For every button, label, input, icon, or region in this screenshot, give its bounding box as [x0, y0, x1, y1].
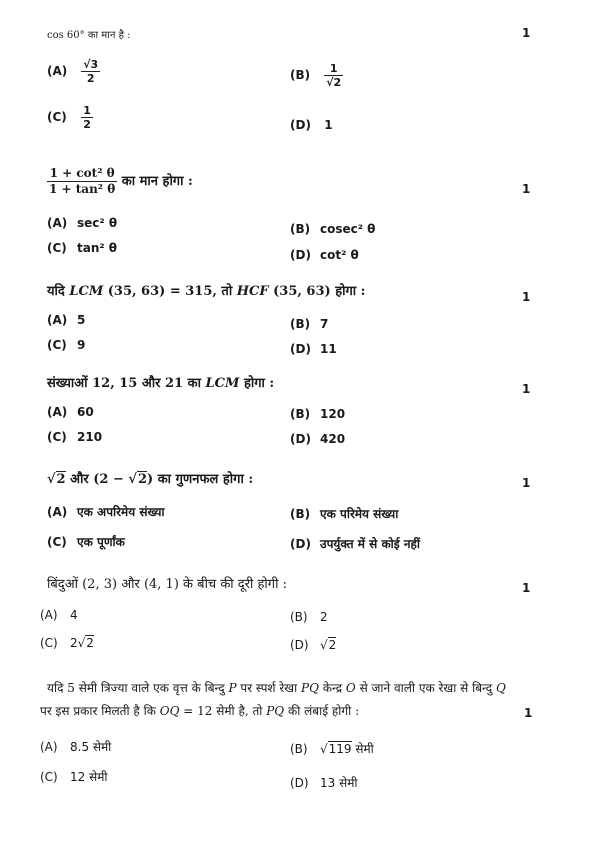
q2-option-c: (C) tan² θ	[47, 241, 118, 255]
q6-option-c-sqrt: √2	[77, 636, 94, 650]
q2-fraction: $\frac{\text{1 + cot² θ}}{\text{1 + tan² θ}}$	[49, 166, 116, 196]
q6-option-b: (B) 2	[290, 610, 328, 624]
question-4-marks: 1	[522, 382, 531, 396]
q4-option-b: (B) 120	[290, 407, 346, 421]
question-2-stem: $\frac{\text{1 + cot² θ}}{\text{1 + tan² θ}}$ का मान होगा :	[49, 166, 193, 196]
q1-option-a-fraction: $\frac{√3}{2}$	[83, 58, 99, 85]
q7-option-b-sqrt: √119	[320, 742, 352, 756]
q7-option-a: (A) 8.5 सेमी	[40, 740, 112, 754]
q5-option-a: (A) एक अपरिमेय संख्या	[47, 505, 165, 519]
question-3-marks: 1	[522, 290, 531, 304]
question-4-stem: संख्याओं 12, 15 और 21 का LCM होगा :	[47, 376, 275, 391]
q6-option-d: (D) √2	[290, 638, 337, 652]
question-5-stem: √2 और (2 − √2) का गुणनफल होगा :	[47, 472, 254, 487]
q5-option-d: (D) उपर्युक्त में से कोई नहीं	[290, 537, 420, 551]
q6-option-d-sqrt: √2	[320, 638, 337, 652]
q1-option-c: (C) $\frac{1}{2}$	[47, 104, 91, 131]
question-7-marks: 1	[524, 706, 533, 720]
q3-option-c: (C) 9	[47, 338, 86, 352]
question-6-stem: बिंदुओं (2, 3) और (4, 1) के बीच की दूरी होगी :	[47, 577, 287, 592]
q5-sqrt-b: √2	[128, 472, 148, 487]
q4-option-d: (D) 420	[290, 432, 346, 446]
q2-option-d: (D) cot² θ	[290, 248, 359, 262]
question-1-marks: 1	[522, 26, 531, 40]
question-2-marks: 1	[522, 182, 531, 196]
question-5-marks: 1	[522, 476, 531, 490]
q5-option-c: (C) एक पूर्णांक	[47, 535, 125, 549]
q4-option-a: (A) 60	[47, 405, 94, 419]
q3-option-d: (D) 11	[290, 342, 337, 356]
q5-sqrt-a: √2	[47, 472, 66, 487]
q2-option-b: (B) cosec² θ	[290, 222, 376, 236]
q3-option-b: (B) 7	[290, 317, 329, 331]
q6-option-a: (A) 4	[40, 608, 78, 622]
q3-option-a: (A) 5	[47, 313, 86, 327]
q6-option-c: (C) 2√2	[40, 636, 94, 650]
q1-option-b-fraction: $\frac{1}{√2}$	[326, 62, 342, 89]
q7-option-c: (C) 12 सेमी	[40, 770, 108, 784]
q1-option-a: (A) $\frac{√3}{2}$	[47, 58, 99, 85]
q7-option-d: (D) 13 सेमी	[290, 776, 358, 790]
question-7-line-2: पर इस प्रकार मिलती है कि OQ = 12 सेमी है, तो PQ की लंबाई होगी :	[40, 704, 360, 718]
question-6-marks: 1	[522, 581, 531, 595]
question-1-stem: cos 60° का मान है :	[47, 30, 131, 41]
q7-option-b: (B) √119 सेमी	[290, 742, 374, 756]
question-7-line-1: यदि 5 सेमी त्रिज्या वाले एक वृत्त के बिन्दु P पर स्पर्श रेखा PQ केन्द्र O से जाने वाली एक रेखा से बिन्दु Q	[47, 681, 506, 695]
question-3-stem: यदि LCM (35, 63) = 315, तो HCF (35, 63) होगा :	[47, 284, 366, 299]
q2-option-a: (A) sec² θ	[47, 216, 118, 230]
q4-option-c: (C) 210	[47, 430, 103, 444]
q5-option-b: (B) एक परिमेय संख्या	[290, 507, 399, 521]
q1-option-c-fraction: $\frac{1}{2}$	[83, 104, 91, 131]
q1-option-d: (D) 1	[290, 118, 333, 132]
q1-option-b: (B) $\frac{1}{√2}$	[290, 62, 342, 89]
